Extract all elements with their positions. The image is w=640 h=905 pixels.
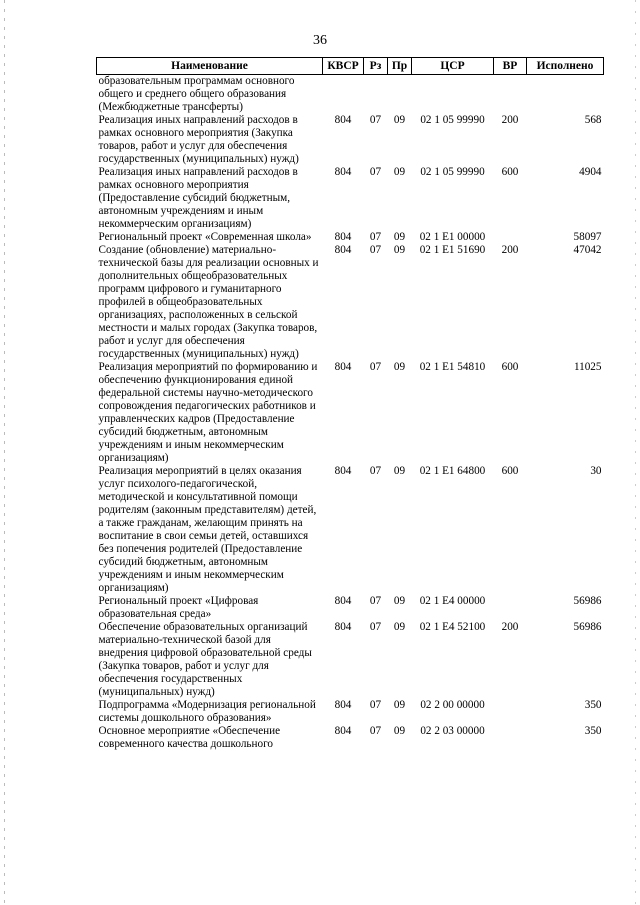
table-row <box>97 725 604 751</box>
cell-executed: 4904 <box>579 166 602 178</box>
cell-kvsr: 804 <box>334 166 352 178</box>
cell-name: Основное мероприятие «Обеспечение современного качества дошкольного <box>98 725 281 750</box>
header-csr: ЦСР <box>412 58 494 75</box>
cell-name: Обеспечение образовательных организаций материально-технической базой для внедрения цифровой образовательной среды (Закупка товаров, работ и услуг для обеспечения государственных (муниципальных) нужд) <box>98 621 312 698</box>
cell-rz: 07 <box>369 114 382 126</box>
cell-vr: 200 <box>501 114 519 126</box>
cell-name: Региональный проект «Цифровая образовательная среда» <box>98 595 259 620</box>
cell-executed: 56986 <box>573 595 602 607</box>
cell-executed: 58097 <box>573 231 602 243</box>
cell-name: Создание (обновление) материально-технической базы для реализации основных и дополнительных общеобразовательных программ цифрового и гуманитарного профилей в общеобразовательных организациях, расположенных в сельской местности и малых городах (Закупка товаров, работ и услуг для обеспечения государственных (муниципальных) нужд) <box>98 244 319 360</box>
cell-csr: 02 1 E1 64800 <box>419 465 486 477</box>
cell-vr: 600 <box>501 166 519 178</box>
cell-executed <box>527 75 604 115</box>
cell-csr: 02 2 00 00000 <box>420 699 485 711</box>
cell-csr: 02 2 03 00000 <box>420 725 485 737</box>
cell-kvsr: 804 <box>334 361 352 373</box>
scan-edge-right <box>635 0 636 905</box>
scan-edge-left <box>4 0 5 905</box>
cell-vr: 200 <box>501 244 519 256</box>
header-rz: Рз <box>364 58 388 75</box>
cell-csr: 02 1 E4 00000 <box>419 595 486 607</box>
cell-pr: 09 <box>393 699 406 711</box>
cell-pr: 09 <box>393 244 406 256</box>
cell-name: Региональный проект «Современная школа» <box>98 231 312 243</box>
cell-pr: 09 <box>393 621 406 633</box>
header-name: Наименование <box>97 58 323 75</box>
cell-vr <box>494 75 527 115</box>
cell-csr: 02 1 E1 54810 <box>419 361 486 373</box>
cell-rz: 07 <box>369 361 382 373</box>
cell-csr: 02 1 E1 51690 <box>419 244 486 256</box>
cell-pr: 09 <box>393 595 406 607</box>
cell-vr <box>494 231 527 244</box>
cell-kvsr: 804 <box>334 231 352 243</box>
budget-table <box>96 57 604 751</box>
cell-rz <box>364 75 388 115</box>
cell-csr: 02 1 05 99990 <box>420 114 485 126</box>
table-row <box>97 465 604 595</box>
cell-executed: 47042 <box>573 244 602 256</box>
cell-csr: 02 1 E1 00000 <box>419 231 486 243</box>
cell-executed: 350 <box>584 699 602 711</box>
cell-pr: 09 <box>393 361 406 373</box>
table-row <box>97 621 604 699</box>
cell-rz: 07 <box>369 166 382 178</box>
cell-csr: 02 1 05 99990 <box>420 166 485 178</box>
cell-pr: 09 <box>393 114 406 126</box>
cell-kvsr: 804 <box>334 699 352 711</box>
cell-rz: 07 <box>369 231 382 243</box>
table-row <box>97 595 604 621</box>
cell-executed: 11025 <box>573 361 602 373</box>
cell-kvsr: 804 <box>334 114 352 126</box>
cell-kvsr: 804 <box>334 595 352 607</box>
cell-executed: 30 <box>590 465 602 477</box>
cell-executed: 350 <box>584 725 602 737</box>
table-row <box>97 231 604 244</box>
cell-kvsr <box>323 75 364 115</box>
cell-vr <box>494 595 527 621</box>
cell-vr <box>494 725 527 751</box>
table-row <box>97 166 604 231</box>
table-row <box>97 244 604 361</box>
cell-csr <box>412 75 494 115</box>
cell-name: Реализация мероприятий по формированию и обеспечению функционирования единой федеральной системы научно-методического сопровождения педагогических работников и управленческих кадров (Предоставление субсидий бюджетным, автономным учреждениям и иным некоммерческим организациям) <box>98 361 318 464</box>
page-number: 36 <box>313 33 327 48</box>
cell-rz: 07 <box>369 621 382 633</box>
header-executed: Исполнено <box>527 58 604 75</box>
cell-name: Реализация иных направлений расходов в рамках основного мероприятия (Закупка товаров, работ и услуг для обеспечения государственных (муниципальных) нужд) <box>98 114 299 165</box>
table-row <box>97 361 604 465</box>
table-row <box>97 114 604 166</box>
cell-rz: 07 <box>369 465 382 477</box>
table-row <box>97 75 604 115</box>
cell-pr <box>388 75 412 115</box>
cell-name: Реализация иных направлений расходов в рамках основного мероприятия (Предоставление субсидий бюджетным, автономным учреждениям и иным некоммерческим организациям) <box>98 166 298 230</box>
cell-csr: 02 1 E4 52100 <box>419 621 486 633</box>
cell-vr: 200 <box>501 621 519 633</box>
header-pr: Пр <box>388 58 412 75</box>
cell-name: образовательным программам основного общего и среднего общего образования (Межбюджетные трансферты) <box>98 75 295 113</box>
cell-name: Подпрограмма «Модернизация региональной системы дошкольного образования» <box>98 699 316 724</box>
cell-pr: 09 <box>393 725 406 737</box>
cell-vr <box>494 699 527 725</box>
table-header-row <box>97 58 604 75</box>
cell-vr: 600 <box>501 465 519 477</box>
cell-executed: 568 <box>584 114 602 126</box>
cell-rz: 07 <box>369 699 382 711</box>
cell-kvsr: 804 <box>334 465 352 477</box>
cell-name: Реализация мероприятий в целях оказания услуг психолого-педагогической, методической и консультативной помощи родителям (законным представителям) детей, а также гражданам, желающим принять на воспитание в свои семьи детей, оставшихся без попечения родителей (Предоставление субсидий бюджетным, автономным учреждениям и иным некоммерческим организациям) <box>98 465 317 594</box>
cell-pr: 09 <box>393 465 406 477</box>
header-kvsr: КВСР <box>323 58 364 75</box>
cell-vr: 600 <box>501 361 519 373</box>
cell-executed: 56986 <box>573 621 602 633</box>
cell-rz: 07 <box>369 244 382 256</box>
cell-kvsr: 804 <box>334 621 352 633</box>
cell-kvsr: 804 <box>334 244 352 256</box>
cell-rz: 07 <box>369 725 382 737</box>
cell-pr: 09 <box>393 166 406 178</box>
table-row <box>97 699 604 725</box>
cell-rz: 07 <box>369 595 382 607</box>
cell-kvsr: 804 <box>334 725 352 737</box>
cell-pr: 09 <box>393 231 406 243</box>
header-vr: ВР <box>494 58 527 75</box>
